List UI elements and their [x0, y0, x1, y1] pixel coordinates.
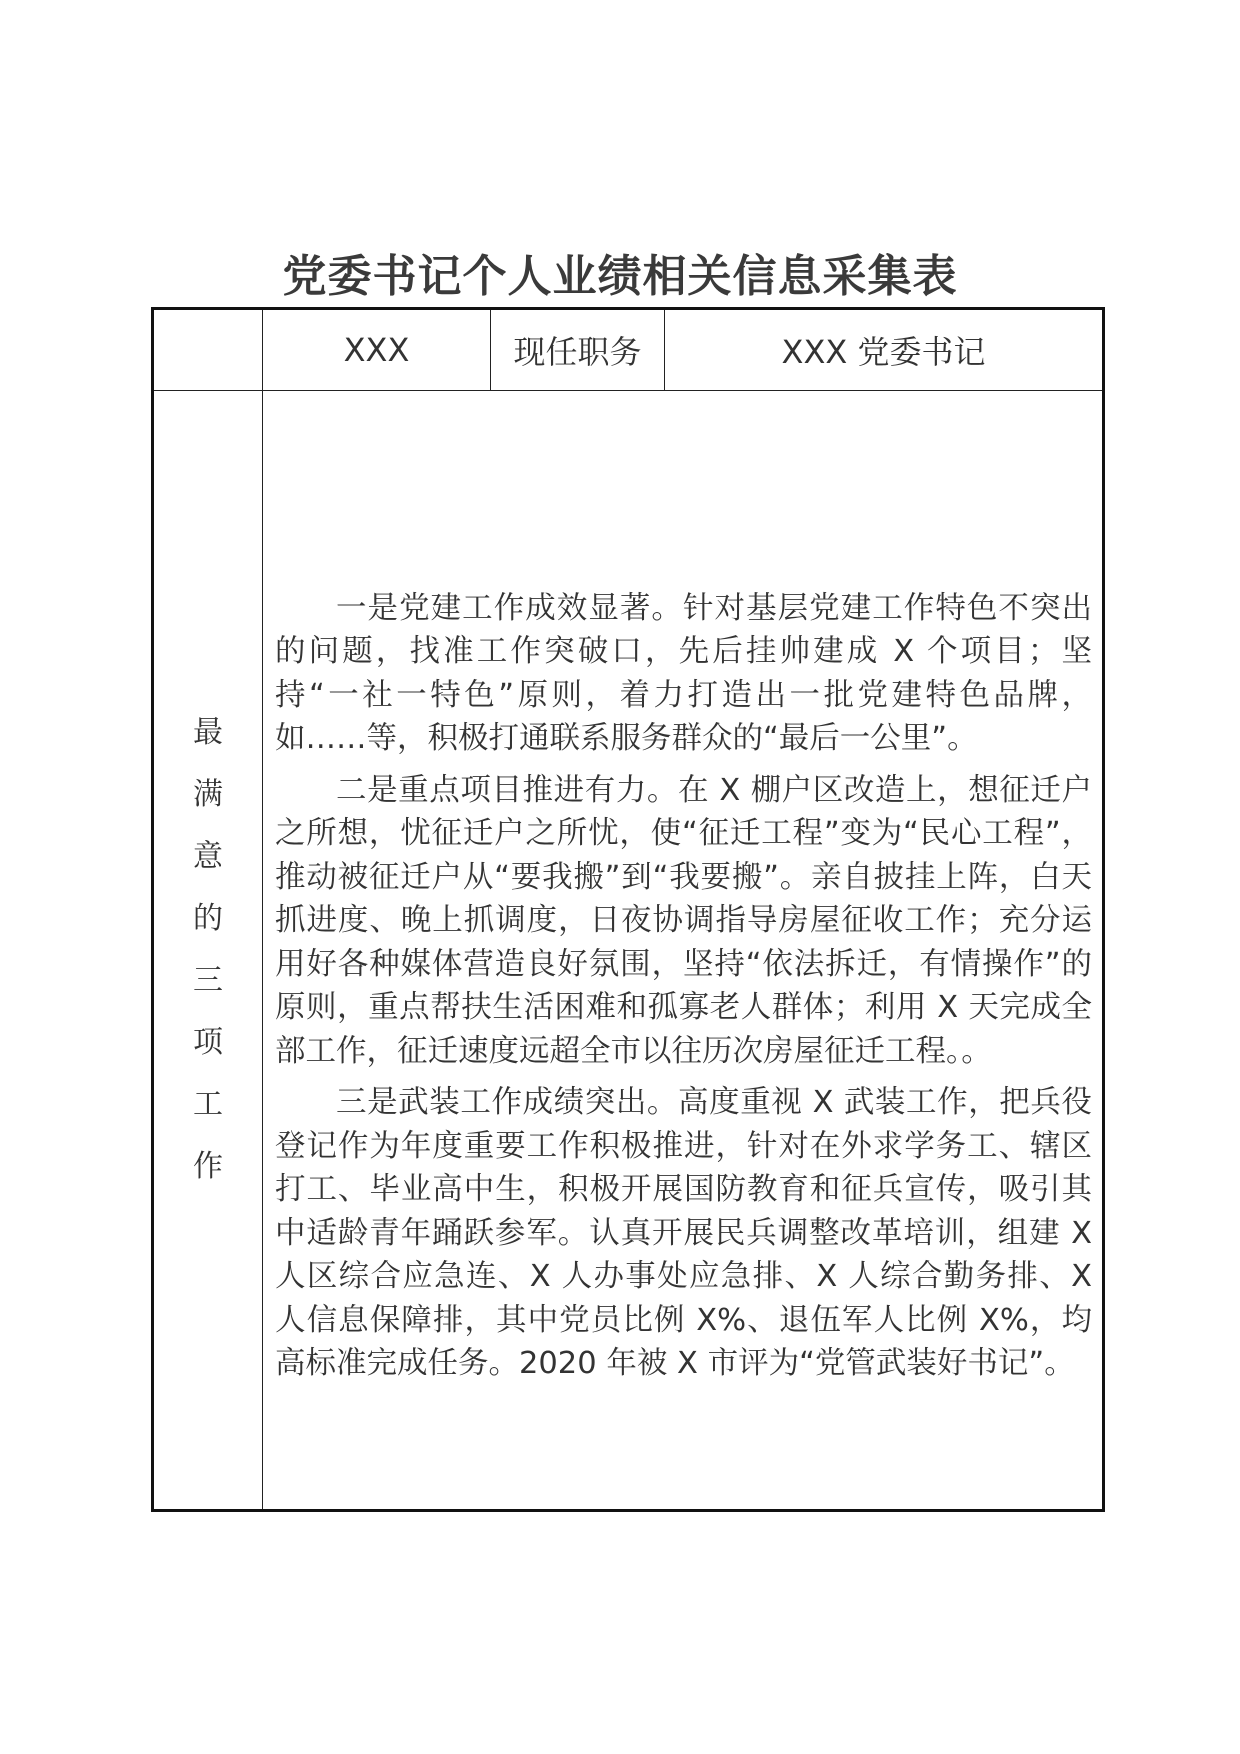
- section-label-char: 作: [193, 1149, 223, 1184]
- position-label-cell: 现任职务: [491, 309, 665, 391]
- paragraph-1: 一是党建工作成效显著。针对基层党建工作特色不突出的问题，找准工作突破口，先后挂帅建成 X 个项目；坚持“一社一特色”原则，着力打造出一批党建特色品牌，如……等，积极打通联系服务群众的“最后一公里”。: [275, 590, 1092, 756]
- section-content-cell: [263, 391, 1104, 1511]
- paragraph-3: 三是武装工作成绩突出。高度重视 X 武装工作，把兵役登记作为年度重要工作积极推进，针对在外求学务工、辖区打工、毕业高中生，积极开展国防教育和征兵宣传，吸引其中适龄青年踊跃参军。认真开展民兵调整改革培训，组建 X 人区综合应急连、X 人办事处应急排、X 人综合勤务排、X 人信息保障排，其中党员比例 X%、退伍军人比例 X%，均高标准完成任务。2020 年被 X 市评为“党管武装好书记”。: [275, 1085, 1092, 1381]
- section-label-char: 项: [193, 1025, 223, 1060]
- info-form-table: [151, 307, 1105, 1512]
- section-label: [154, 702, 262, 1198]
- section-label-char: 三: [193, 963, 223, 998]
- section-label-char: 的: [193, 901, 223, 936]
- section-label-cell: [153, 391, 263, 1511]
- section-label-char: 最: [193, 715, 223, 750]
- section-label-char: 意: [193, 839, 223, 874]
- section-label-char: 满: [193, 777, 223, 812]
- name-label-cell: [153, 309, 263, 391]
- paragraph-2: 二是重点项目推进有力。在 X 棚户区改造上，想征迁户之所想，忧征迁户之所忧，使“征迁工程”变为“民心工程”，推动被征迁户从“要我搬”到“我要搬”。亲自披挂上阵，白天抓进度、晚上抓调度，日夜协调指导房屋征收工作；充分运用好各种媒体营造良好氛围，坚持“依法拆迁，有情操作”的原则，重点帮扶生活困难和孤寡老人群体；利用 X 天完成全部工作，征迁速度远超全市以往历次房屋征迁工程。。: [275, 772, 1092, 1069]
- position-value-cell: XXX 党委书记: [665, 309, 1104, 391]
- section-content: [263, 507, 1102, 1386]
- page-title: 党委书记个人业绩相关信息采集表: [282, 251, 958, 302]
- work-section-row: [153, 391, 1104, 1511]
- section-label-char: 工: [193, 1087, 223, 1122]
- header-row: [153, 309, 1104, 391]
- name-value-cell: XXX: [263, 309, 491, 391]
